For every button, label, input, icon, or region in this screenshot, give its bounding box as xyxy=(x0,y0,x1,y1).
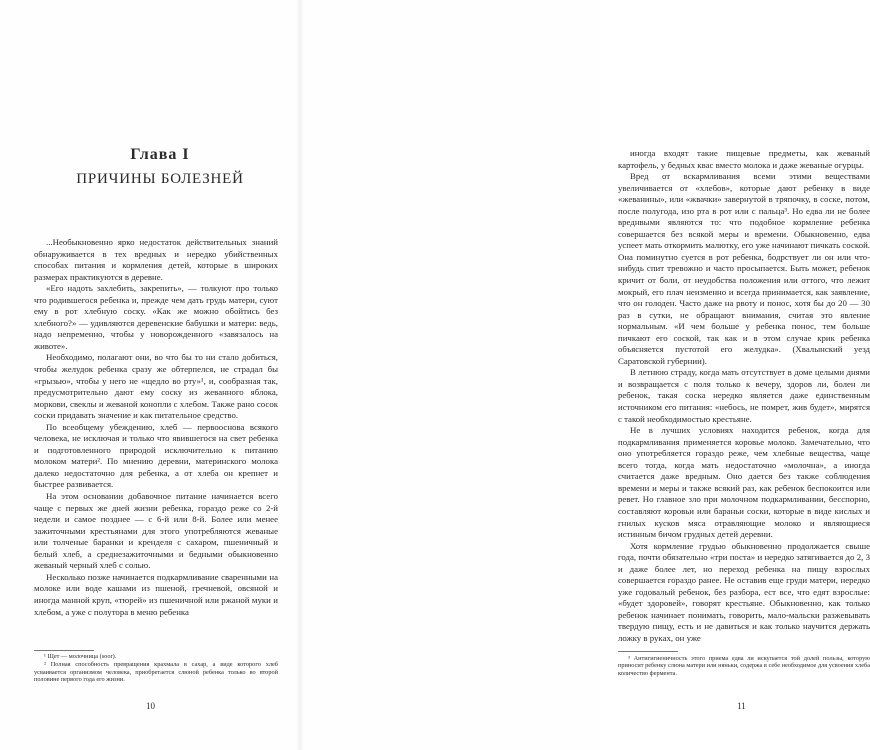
paragraph: иногда входят такие пищевые предметы, как жеваный картофель, у бедных квас вместо молока и даже жеваные огурцы. xyxy=(618,148,870,170)
footnote-divider xyxy=(34,650,94,651)
paragraph: На этом основании добавочное питание начинается всего чаще с первых же дней жизни ребенка, гораздо реже со 2-й недели и самое позднее — с 6-й или 8-й. Более или менее зажиточными крестьянами для этого употребляются жеваные или толченые баранки и кренделя с сахаром, пшеничный и белый хлеб, а среднезажиточными и бедными обыкновенно жеваный черный хлеб с солью. xyxy=(34,491,278,571)
footnote-divider xyxy=(618,651,678,652)
left-page xyxy=(0,0,300,750)
paragraph: «Его надоть захлебить, закрепить», — толкуют про только что родившегося ребенка и, прежде чем дать грудь матери, суют ему в рот хлебную соску. «Как же можно обойтись без хлебного?» — удивляются деревенские бабушки и матери: ведь, надо непременно, чтобы у новорожденного «завязалось на животе». xyxy=(34,283,278,351)
paragraph: ...Необыкновенно ярко недостаток действительных знаний обнаруживается в тех вредных и нередко убийственных способах питания и кормления детей, которые в широких размерах практикуются в деревне. xyxy=(34,237,278,282)
left-page-footnotes xyxy=(34,653,278,684)
page-number: 10 xyxy=(146,701,155,711)
paragraph: Хотя кормление грудью обыкновенно продолжается свыше года, почти обязательно «три поста» и нередко затягивается до 2, 3 и даже более лет, но переход ребенка на пищу взрослых совершается гораздо ранее. Не оставив еще груди матери, нередко уже годовалый ребенок, без разбора, ест все, что едят взрослые: «будет здоровей», говорят крестьяне. Обыкновенно, как только ребенок начинает понимать, говорить, мало-мальски разжевывать твердую пищу, есть и не давиться и как только научится держать ложку в руках, он уже xyxy=(618,540,870,643)
footnote: ¹ Щет — молочница (soor). xyxy=(44,653,117,660)
paragraph: Не в лучших условиях находится ребенок, когда для подкармливания применяется коровье молоко. Замечательно, что оно употребляется гораздо реже, чем хлебные вещества, чаще всего тогда, когда мать недостаточно «молочна», а иногда считается даже вредным. Оно дается без также соблюдения времени и меры и также всякий раз, как ребенок беспокоится или ревет. Но главное зло при молочном подкармливании, бесспорно, составляют коровьи или бараньи соски, которые в виде кислых и гнилых кусков мяса отравляющие молоко и являющиеся истинным бичом грудных детей деревни. xyxy=(618,425,870,540)
paragraph: В летнюю страду, когда мать отсутствует в доме целыми днями и возвращается с поля только к вечеру, здоров ли, болен ли ребенок, такая соска нередко является даже единственным источником его питания: «небось, не помрет, жив будет», мирятся с такой необходимостью крестьяне. xyxy=(618,367,870,424)
footnote: ³ Антигигиеничность этого приема едва ли искупается той долей пользы, которую приносит ребенку слюна матери или няньки, содержа в себе необходимое для усвоения хлеба количество фермента. xyxy=(618,654,870,678)
chapter-title: ПРИЧИНЫ БОЛЕЗНЕЙ xyxy=(76,171,244,187)
footnote: ² Полная способность превращения крахмала в сахар, а виде которого хлеб усваивается организмом человека, приобретается слюной ребенка только во второй половине первого года его жизни. xyxy=(34,660,278,684)
page-number: 11 xyxy=(737,701,746,711)
paragraph: Несколько позже начинается подкармливание сваренными на молоке или воде кашами из пшеной, гречневой, овсяной и иногда манной круп, «тюрей» из пшеничной или ржаной муки и хлебом, а уже с полутора в меню ребенка xyxy=(34,571,278,617)
chapter-label: Глава I xyxy=(130,146,190,163)
left-page-body xyxy=(34,237,278,618)
paragraph: По всеобщему убеждению, хлеб — первооснова всякого человека, не исключая и только что явившегося на свет ребенка и подготовленного природой исключительно к питанию молоком матери². По мнению деревни, материнского молока далеко недостаточно для ребенка, а от хлеба он крепнет и быстрее развивается. xyxy=(34,421,278,490)
paragraph: Вред от вскармливания всеми этими веществами увеличивается от «хлебов», которые дают ребенку в виде «жеванины», или «жвачки» завернутой в тряпочку, в соске, потом, после полугода, изо рта в рот или с пальца³. Но едва ли не более вреднвыми являются то: что подобное кормление ребенка совершается без всякой меры и времени. Обыкновенно, едва успеет мать откормить малютку, его уже начинают пичкать соской. Она поминутно суется в рот ребенка, бодрствует ли он или что-нибудь спит тревожно и часто просыпается. Быть может, ребенок кричит от боли, от неудобства положения или оттого, что лежит мокрый, его плач неизменно и всегда принимается, как заявление, что он голоден. Часто даже на рвоту и понос, хотя бы до 20 — 30 раз в сутки, не обращают внимания, считая это явление нормальным. «И чем больше у ребенка понос, тем больше пичкают его соской, так как и в этом случае крик ребенка объясняется пустотой его желудка». (Хвалынский уезд Саратовской губернии). xyxy=(618,171,870,366)
right-page-body xyxy=(618,148,870,678)
right-page xyxy=(300,0,870,750)
paragraph: Необходимо, полагают они, во что бы то ни стало добиться, чтобы желудок ребенка сразу же обтерпелся, не страдал бы «грызью», чтобы у него не «щедло во рту»¹, и, сообразная так, предусмотрительно дают ему соску из жеванного яблока, моркови, свеклы и жеваной конопли с хлебом. Также рано сосок соски придавать значение и как питательное средство. xyxy=(34,352,278,421)
